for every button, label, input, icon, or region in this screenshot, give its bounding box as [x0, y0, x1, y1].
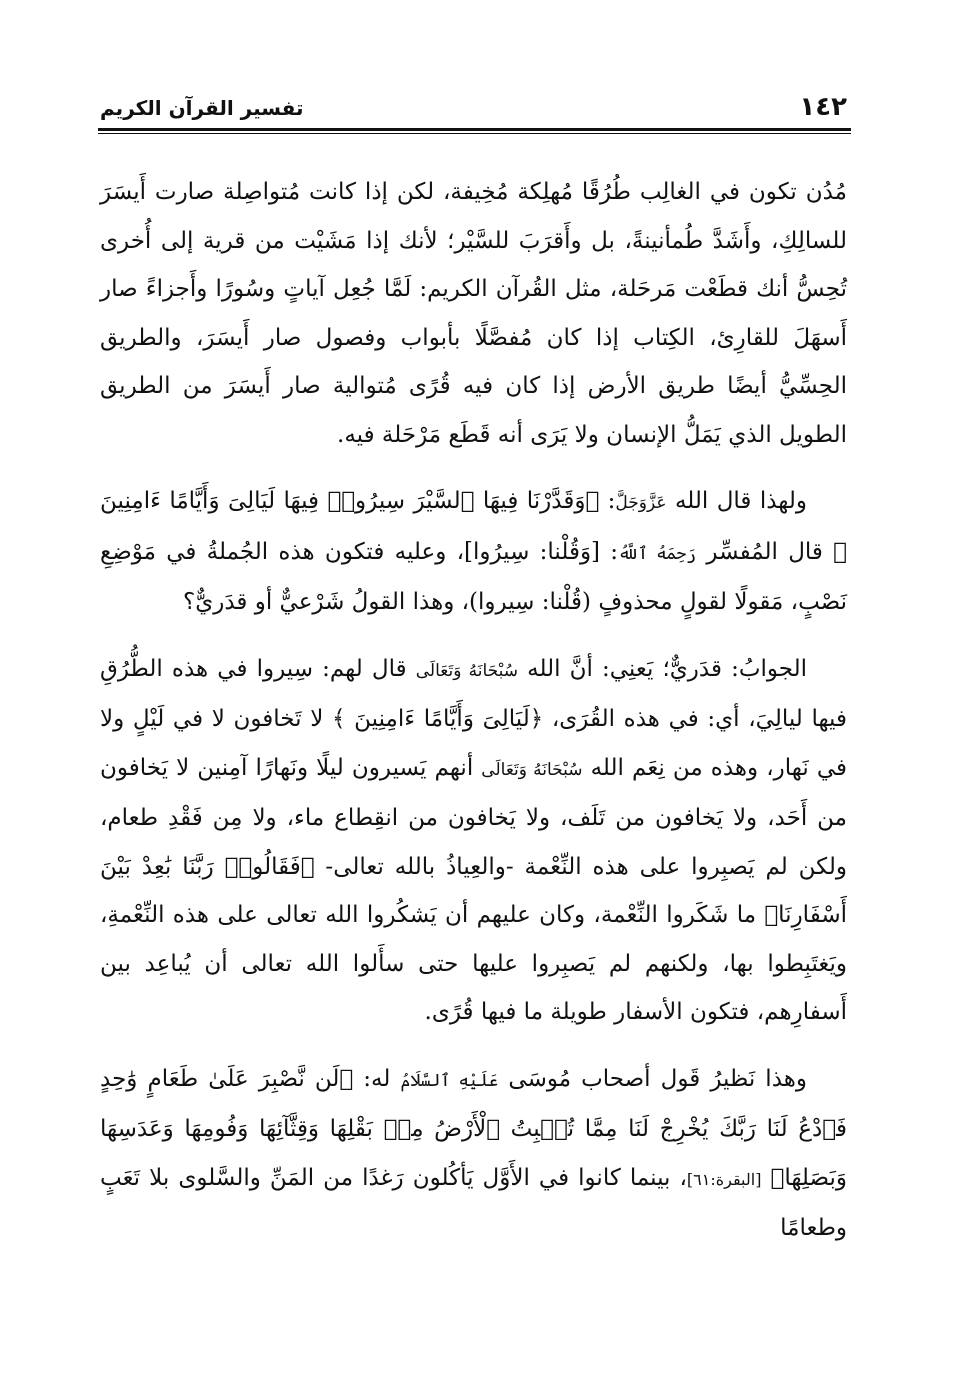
paragraph-text: ولهذا قال الله	[674, 488, 807, 514]
paragraph-text: له:	[363, 1065, 391, 1092]
honorific: عَزَّوَجَلَّ	[615, 493, 667, 513]
verse-citation: [البقرة:٦١]	[686, 1169, 762, 1189]
honorific: رَحِمَهُ ٱللَّهُ	[618, 543, 697, 564]
honorific: سُبْحَانَهُ وَتَعَالَى	[415, 660, 518, 681]
paragraph-text: : [وَقُلْنا: سِيرُوا]، وعليه فتكون هذه الجُملةُ في مَوْضِعِ نَصْبٍ، مَقولًا لقولٍ محذوفٍ (قُلْنا: سِيروا)، وهذا القولُ شَرْعيٌّ أو قدَريٌّ؟	[100, 538, 847, 615]
body-text	[100, 168, 847, 1271]
page-header	[100, 92, 847, 126]
paragraph-text: الجوابُ: قدَريٌّ؛ يَعنِي: أنَّ الله	[527, 655, 807, 682]
honorific: سُبْحَانَهُ وَتَعَالَى	[481, 759, 583, 780]
paragraph-text: قال لهم: سِيروا في هذه الطُّرُقِ فيها ليالِيَ، أي: في هذه القُرَى، ﴿لَيَالِىَ وَأَيَّامًا ءَامِنِينَ ﴾ لا تَخافون لا في لَيْلٍ ولا في نَهار، وهذه من نِعَم الله	[100, 655, 848, 781]
header-rule	[98, 128, 851, 131]
quran-verse: ﴿لَن نَّصْبِرَ عَلَىٰ طَعَامٍ وَٰحِدٍ فَٱدْعُ لَنَا رَبَّكَ يُخْرِجْ لَنَا مِمَّا تُنۢبِتُ ٱلْأَرْضُ مِنۢ بَقْلِهَا وَقِثَّآئِهَا وَفُومِهَا وَعَدَسِهَا وَبَصَلِهَا﴾	[100, 1065, 847, 1191]
honorific: عَلَيْهِ ٱلسَّلَامُ	[400, 1070, 499, 1091]
page-number: ١٤٢	[799, 92, 847, 122]
paragraph-text: ، بينما كانوا في الأَوَّل يَأكُلون رَغدًا من المَنِّ والسَّلوى بلا تَعَبٍ وطعامًا	[100, 1164, 847, 1241]
paragraph-1	[100, 168, 847, 459]
paragraph-2	[100, 477, 847, 627]
quran-verse: : ﴿وَقَدَّرْنَا فِيهَا ٱلسَّيْرَ سِيرُوا۟ فِيهَا لَيَالِىَ وَأَيَّامًا ءَامِنِينَ ﴾ قال المُفسِّر	[100, 488, 847, 565]
running-title: تفسير القرآن الكريم	[100, 96, 304, 120]
paragraph-3	[100, 645, 847, 1037]
paragraph-text: أنهم يَسيرون ليلًا ونَهارًا آمِنين لا يَخافون من أَحَد، ولا يَخافون من تَلَف، ولا يَخافون من انقِطاع ماء، ولا مِن فَقْدِ طعام، ولكن لم يَصبِروا على هذه النِّعْمة -والعِياذُ بالله تعالى- ﴿فَقَالُوا۟ رَبَّنَا بَٰعِدْ بَيْنَ أَسْفَارِنَا﴾ ما شَكَروا النِّعْمة، وكان عليهم أن يَشكُروا الله تعالى على هذه النِّعْمةِ، ويَغتَبِطوا بها، ولكنهم لم يَصبِروا عليها حتى سأَلوا الله تعالى أن يُباعِد بين أَسفارِهم، فتكون الأسفار طويلة ما فيها قُرًى.	[100, 754, 847, 1025]
paragraph-text: وهذا نَظيرُ قَول أصحاب مُوسَى	[508, 1065, 808, 1092]
header-rule-thin	[98, 133, 851, 134]
paragraph-4	[100, 1055, 847, 1253]
paragraph-text: مُدُن تكون في الغالِب طُرُقًا مُهلِكة مُخِيفة، لكن إذا كانت مُتواصِلة صارت أَيسَرَ للسالِكِ، وأَشَدَّ طُمأنينةً، بل وأَقرَبَ للسَّيْر؛ لأنك إذا مَشَيْت من قرية إلى أُخرى تُحِسُّ أنك قطَعْت مَرحَلة، مثل القُرآن الكريم: لَمَّا جُعِل آياتٍ وسُورًا وأَجزاءً صار أَسهَلَ للقارِئ، الكِتاب إذا كان مُفصَّلًا بأبواب وفصول صار أَيسَرَ، والطريق الحِسِّيُّ أيضًا طريق الأرض إذا كان فيه قُرًى مُتوالية صار أَيسَرَ من الطريق الطويل الذي يَمَلُّ الإنسان ولا يَرَى أنه قَطَع مَرْحَلة فيه.	[100, 179, 847, 448]
